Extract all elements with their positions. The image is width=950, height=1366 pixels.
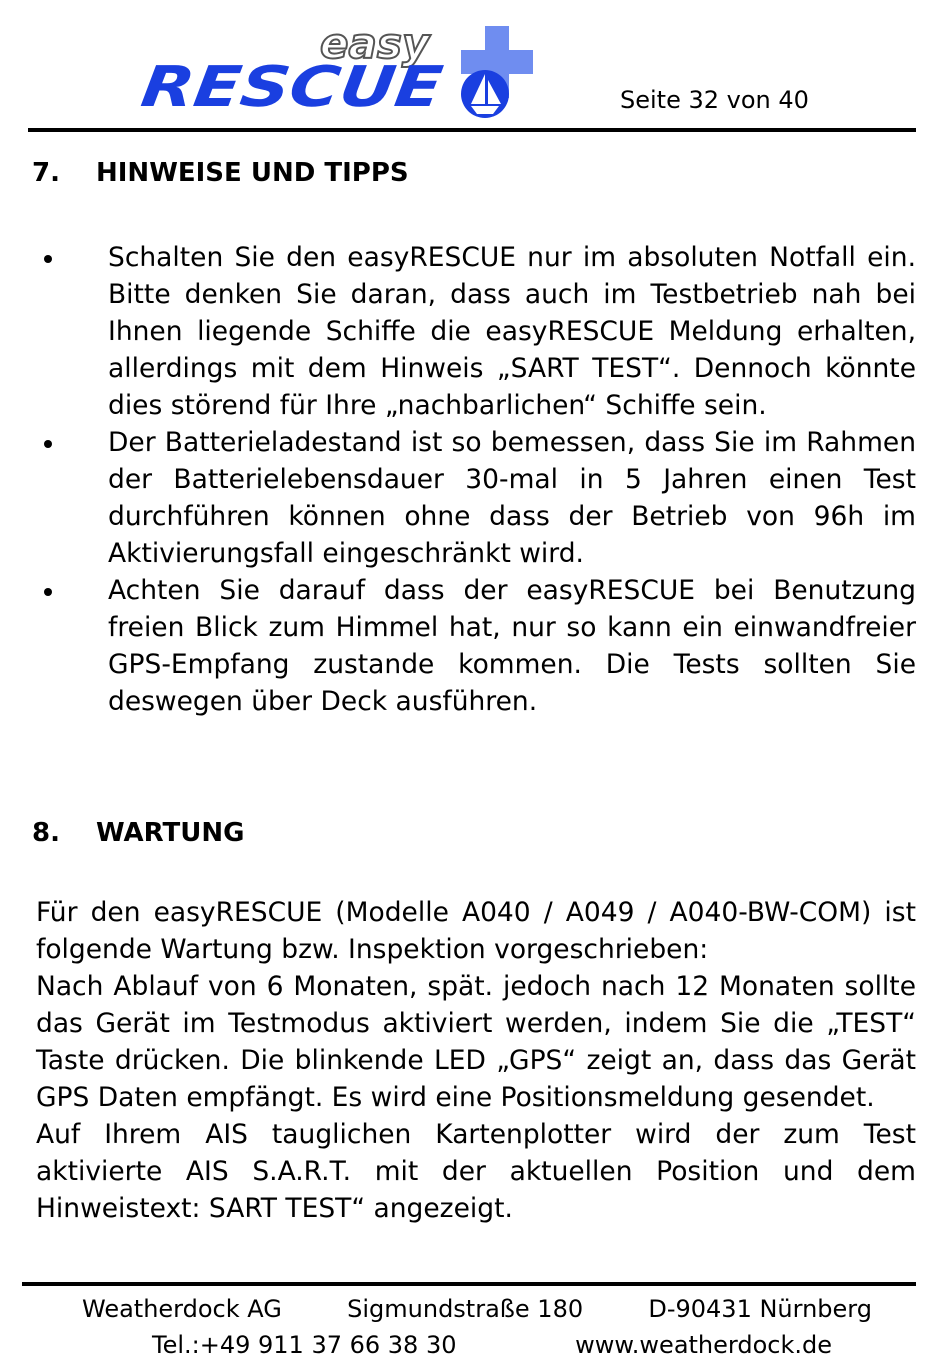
list-item (36, 572, 916, 720)
section-title: HINWEISE UND TIPPS (96, 158, 409, 188)
page-number: Seite 32 von 40 (620, 86, 809, 114)
footer-phone: Tel.:+49 911 37 66 38 30 (152, 1331, 457, 1359)
list-item (36, 424, 916, 572)
paragraph: Für den easyRESCUE (Modelle A040 / A049 / A040-BW-COM) ist folgende Wartung bzw. Inspektion vorgeschrieben: (36, 897, 916, 965)
logo-rescue-text: RESCUE (137, 55, 393, 120)
logo-easy-text: easy (320, 22, 430, 68)
tips-list (36, 239, 916, 720)
sailboat-icon (461, 70, 509, 118)
list-item-text: Achten Sie darauf dass der easyRESCUE bei Benutzung freien Blick zum Himmel hat, nur so kann ein einwandfreier GPS-Empfang zustande kommen. Die Tests sollten Sie deswegen über Deck ausführen. (108, 575, 916, 717)
section-title: WARTUNG (96, 818, 245, 848)
footer-street: Sigmundstraße 180 (347, 1295, 584, 1323)
paragraph: Auf Ihrem AIS tauglichen Kartenplotter wird der zum Test aktivierte AIS S.A.R.T. mit der aktuellen Position und dem Hinweistext: SART TEST“ angezeigt. (36, 1119, 916, 1224)
list-item-text: Der Batterieladestand ist so bemessen, dass Sie im Rahmen der Batterielebensdauer 30-mal in 5 Jahren einen Test durchführen können ohne dass der Betrieb von 96h im Aktivierungsfall eingeschränkt wird. (108, 427, 916, 569)
paragraph: Nach Ablauf von 6 Monaten, spät. jedoch nach 12 Monaten sollte das Gerät im Testmodus aktiviert werden, indem Sie die „TEST“ Taste drücken. Die blinkende LED „GPS“ zeigt an, dass das Gerät GPS Daten empfängt. Es wird eine Positionsmeldung gesendet. (36, 971, 916, 1113)
list-item (36, 239, 916, 424)
bullet-icon (44, 588, 52, 596)
easy-rescue-logo (135, 22, 535, 122)
footer-city: D-90431 Nürnberg (648, 1295, 872, 1323)
footer-website[interactable]: www.weatherdock.de (575, 1331, 832, 1359)
footer-company: Weatherdock AG (82, 1295, 282, 1323)
list-item-text: Schalten Sie den easyRESCUE nur im absoluten Notfall ein. Bitte denken Sie daran, dass auch im Testbetrieb nah bei Ihnen liegende Schiffe die easyRESCUE Meldung erhalten, allerdings mit dem Hinweis „SART TEST“. Dennoch könnte dies störend für Ihre „nachbarlichen“ Schiffe sein. (108, 242, 916, 421)
header-divider (28, 128, 916, 132)
bullet-icon (44, 440, 52, 448)
section-number: 7. (32, 158, 60, 188)
maintenance-text (36, 894, 916, 1227)
footer-divider (22, 1282, 916, 1286)
section-number: 8. (32, 818, 60, 848)
bullet-icon (44, 255, 52, 263)
